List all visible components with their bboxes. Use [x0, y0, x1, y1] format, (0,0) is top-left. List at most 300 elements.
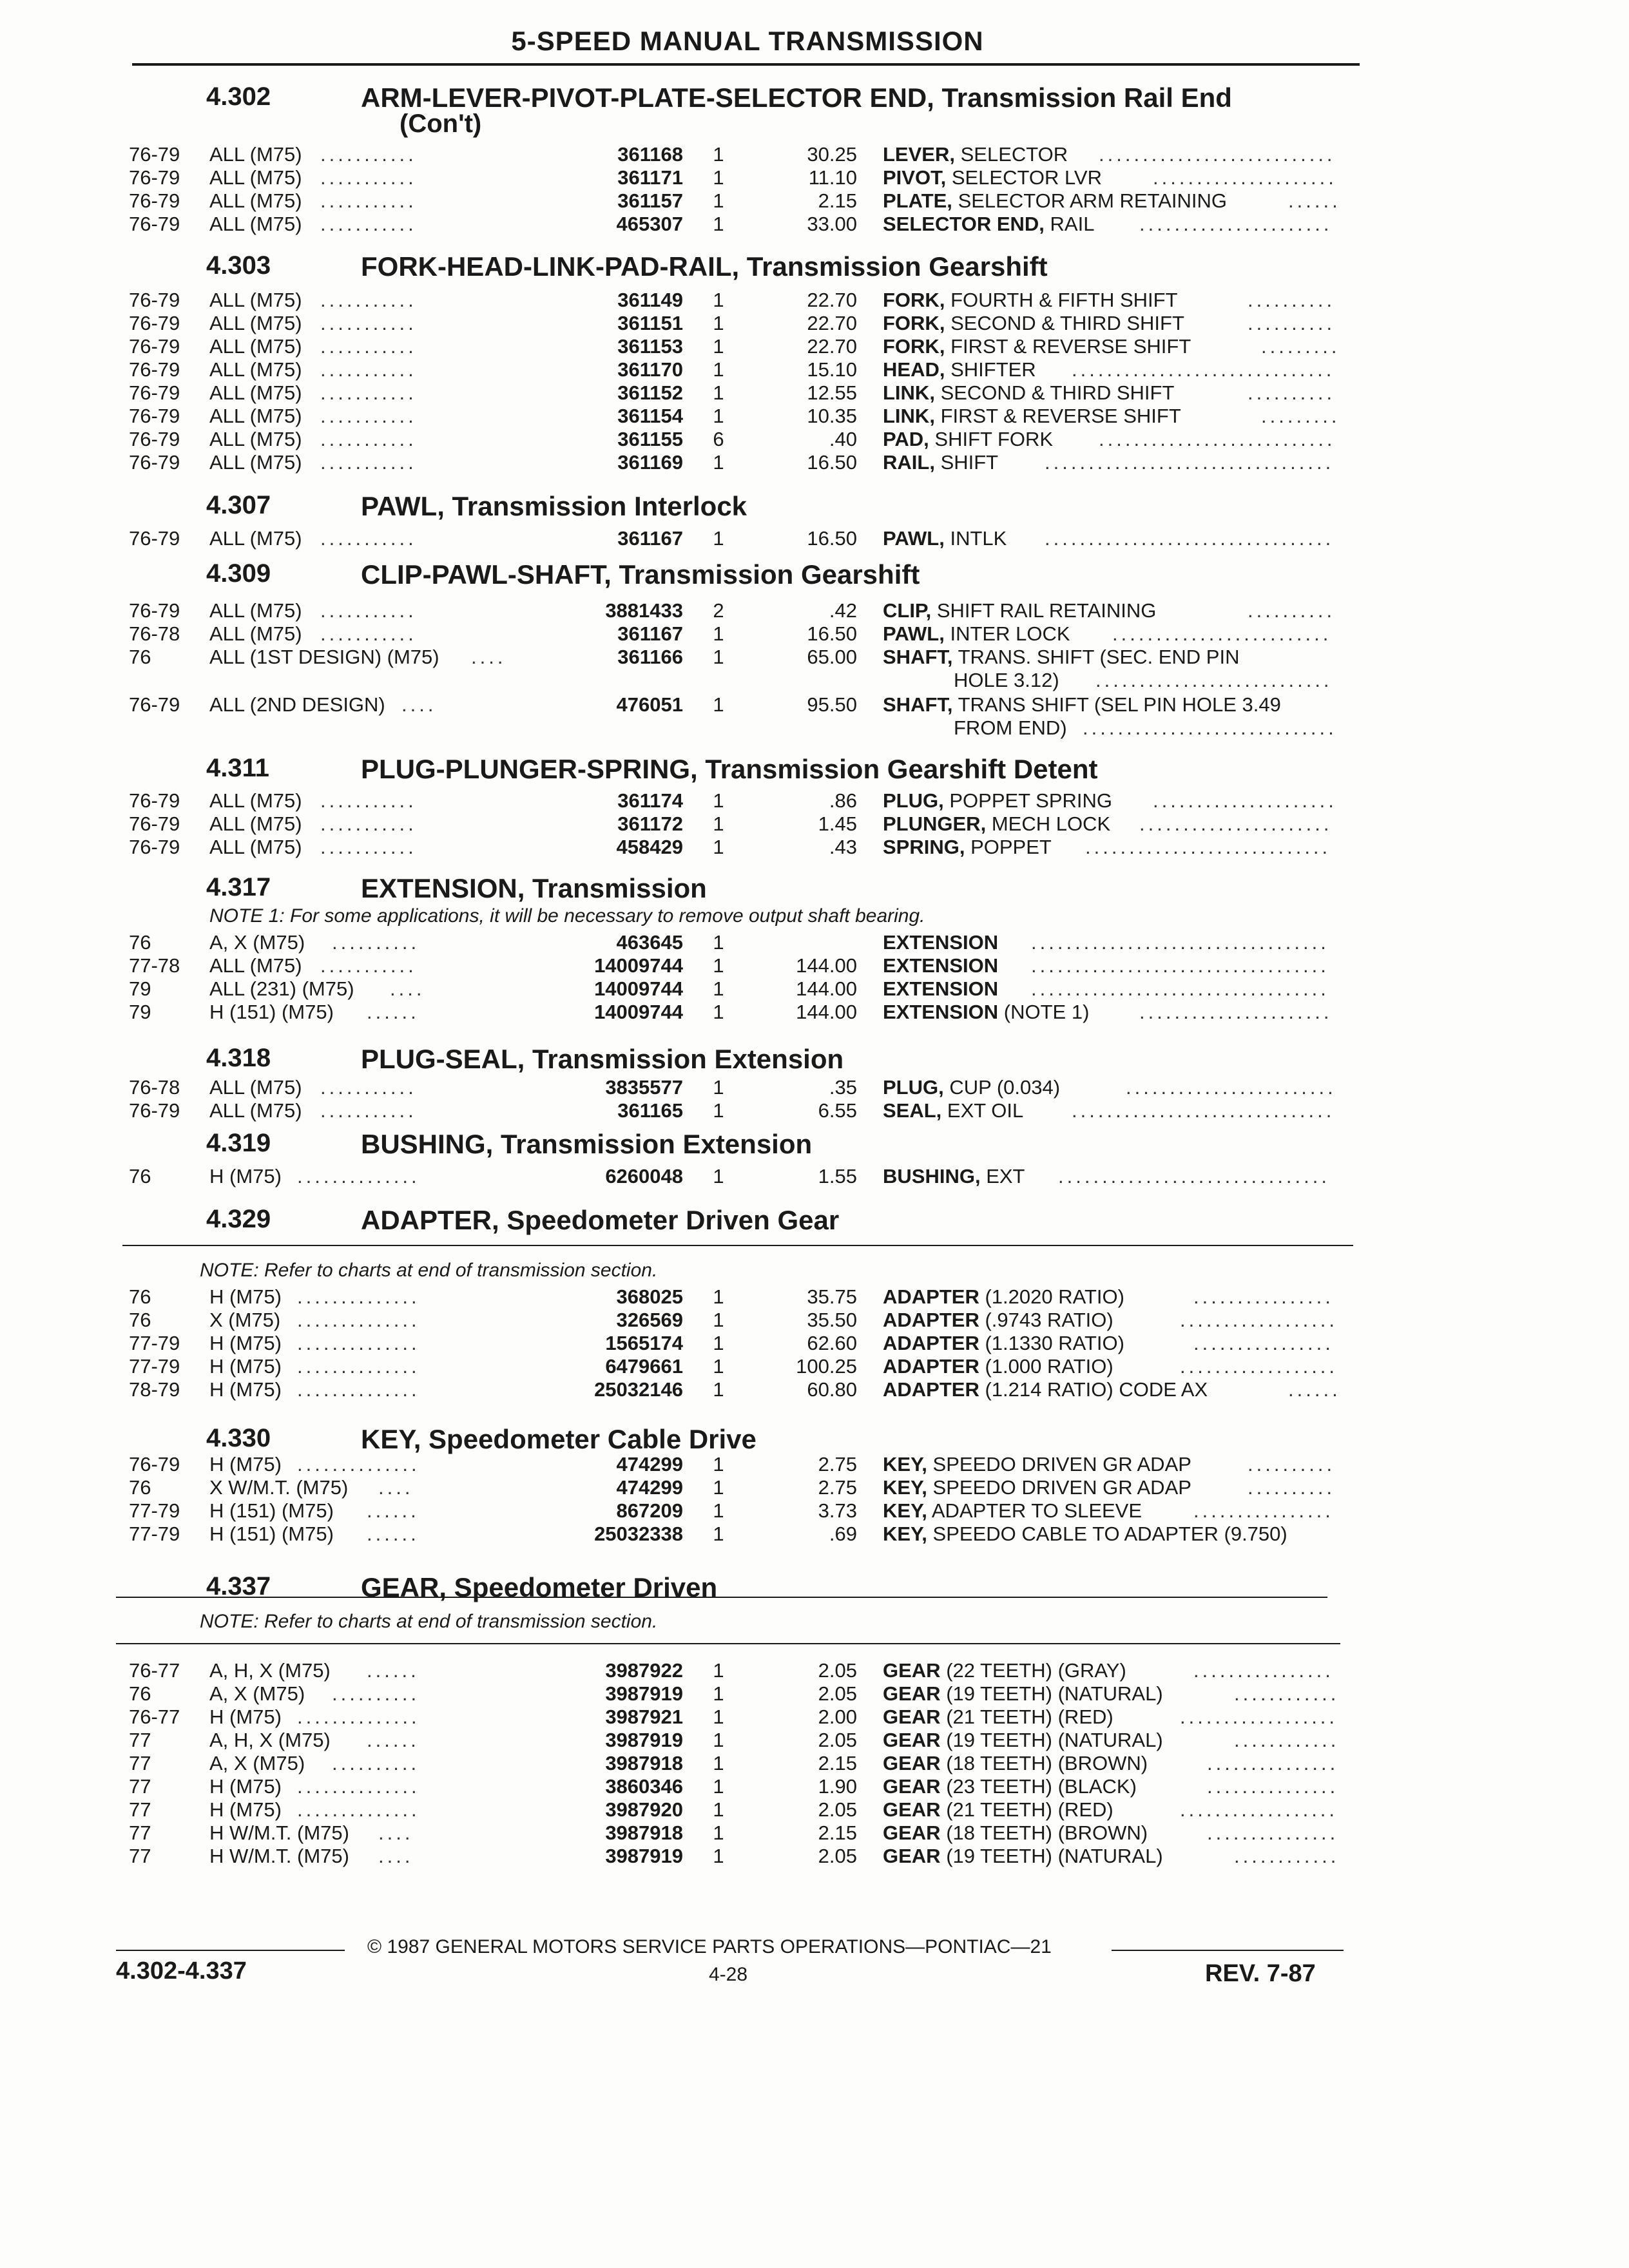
- row-price: 6.55: [818, 1099, 857, 1122]
- table-row: [0, 1821, 1418, 1845]
- row-description-detail: (19 TEETH) (NATURAL): [946, 1729, 1163, 1751]
- row-description-detail: EXT: [986, 1165, 1025, 1187]
- leader-dots: ...........: [320, 166, 417, 189]
- row-part-number: 463645: [616, 931, 683, 954]
- row-description: [883, 1285, 1124, 1309]
- leader-dots: ..................: [1180, 1706, 1338, 1728]
- leader-dots: ...............................: [1058, 1165, 1330, 1187]
- leader-dots: ....: [401, 693, 437, 716]
- table-row: [0, 977, 1418, 1001]
- row-part-number: 1565174: [605, 1332, 683, 1354]
- table-row: [0, 1706, 1418, 1729]
- row-price: 16.50: [807, 451, 857, 474]
- row-description: [883, 789, 1112, 812]
- table-row: [0, 1076, 1418, 1099]
- row-years: 76-79: [129, 789, 180, 812]
- table-row: [0, 428, 1418, 451]
- row-model: A, H, X (M75): [209, 1729, 331, 1751]
- section-note: NOTE: Refer to charts at end of transmission section.: [200, 1611, 658, 1632]
- row-description-noun: EXTENSION: [883, 977, 999, 1000]
- row-quantity: 1: [713, 836, 724, 858]
- row-years: 76-79: [129, 599, 180, 622]
- row-description-detail: FIRST & REVERSE SHIFT: [950, 335, 1191, 358]
- row-quantity: 1: [713, 622, 724, 645]
- table-row: [0, 931, 1418, 954]
- row-price: 12.55: [807, 381, 857, 404]
- row-description-detail: INTLK: [950, 527, 1007, 550]
- row-quantity: 2: [713, 599, 724, 622]
- row-years: 76-79: [129, 428, 180, 450]
- row-description-noun: EXTENSION: [883, 931, 999, 954]
- row-years: 76-79: [129, 143, 180, 166]
- row-description-detail: (21 TEETH) (RED): [946, 1706, 1113, 1728]
- leader-dots: ................: [1193, 1659, 1334, 1682]
- leader-dots: ...............: [1207, 1821, 1339, 1844]
- section-title: KEY, Speedometer Cable Drive: [361, 1424, 757, 1454]
- row-years: 76-78: [129, 1076, 180, 1099]
- row-model: H (M75): [209, 1355, 282, 1378]
- row-price: 33.00: [807, 213, 857, 235]
- row-description: [883, 1523, 1287, 1546]
- row-price: 22.70: [807, 289, 857, 311]
- row-description-detail: SPEEDO CABLE TO ADAPTER (9.750): [932, 1523, 1287, 1545]
- row-price: 2.75: [818, 1453, 857, 1475]
- leader-dots: ..............: [297, 1355, 420, 1378]
- row-model: H W/M.T. (M75): [209, 1845, 349, 1867]
- row-part-number: 361167: [617, 622, 683, 645]
- row-price: 95.50: [807, 693, 857, 716]
- section-number: 4.330: [206, 1424, 271, 1452]
- section-note: NOTE 1: For some applications, it will be necessary to remove output shaft bearing.: [209, 905, 925, 927]
- table-row: [0, 1682, 1418, 1706]
- row-model: ALL (M75): [209, 213, 302, 235]
- leader-dots: ............: [1234, 1729, 1340, 1751]
- table-row: [0, 358, 1418, 381]
- row-description: [883, 1752, 1148, 1775]
- row-part-number: 368025: [616, 1285, 683, 1308]
- row-description-noun: PAWL,: [883, 527, 945, 550]
- table-row: [0, 312, 1418, 335]
- row-quantity: 1: [713, 1821, 724, 1844]
- row-model: ALL (M75): [209, 358, 302, 381]
- row-description: [883, 693, 1281, 716]
- row-part-number: 361152: [617, 381, 683, 404]
- row-years: 76-79: [129, 335, 180, 358]
- row-part-number: 361154: [617, 405, 683, 427]
- row-description-detail: (23 TEETH) (BLACK): [946, 1775, 1137, 1798]
- row-price: .35: [829, 1076, 857, 1099]
- row-price: 30.25: [807, 143, 857, 166]
- section-header: [0, 82, 1418, 138]
- row-price: 144.00: [796, 1001, 857, 1023]
- row-years: 78-79: [129, 1378, 180, 1401]
- row-years: 76: [129, 1476, 151, 1499]
- leader-dots: ......................: [1139, 1001, 1333, 1023]
- row-quantity: 1: [713, 1378, 724, 1401]
- leader-dots: ...........: [320, 1076, 417, 1099]
- row-price: 2.15: [818, 189, 857, 212]
- row-price: 22.70: [807, 312, 857, 334]
- leader-dots: ......: [1288, 189, 1341, 212]
- row-description-noun: PAD,: [883, 428, 929, 450]
- row-model: ALL (2ND DESIGN): [209, 693, 385, 716]
- section-title: PLUG-PLUNGER-SPRING, Transmission Gearshift Detent: [361, 754, 1098, 784]
- row-years: 76-79: [129, 451, 180, 474]
- row-description-detail: FIRST & REVERSE SHIFT: [940, 405, 1181, 427]
- row-description: [883, 1659, 1126, 1682]
- row-quantity: 1: [713, 1453, 724, 1475]
- row-years: 76-79: [129, 405, 180, 427]
- row-description-detail: SHIFT RAIL RETAINING: [936, 599, 1157, 622]
- row-quantity: 1: [713, 1476, 724, 1499]
- row-description: [883, 954, 998, 977]
- row-description: [883, 1798, 1113, 1821]
- row-quantity: 1: [713, 527, 724, 550]
- row-years: 76-79: [129, 693, 180, 716]
- leader-dots: .................................: [1045, 527, 1335, 550]
- footer-copyright: © 1987 GENERAL MOTORS SERVICE PARTS OPERATIONS—PONTIAC—21: [367, 1936, 1052, 1957]
- section-subtitle: (Con't): [400, 110, 482, 138]
- leader-dots: ......: [367, 1659, 419, 1682]
- row-price: 2.05: [818, 1729, 857, 1751]
- row-description-noun: LINK,: [883, 381, 935, 404]
- row-quantity: 1: [713, 1309, 724, 1331]
- title-rule: [132, 63, 1360, 66]
- row-years: 79: [129, 1001, 151, 1023]
- row-description: [883, 451, 998, 474]
- row-quantity: 1: [713, 1332, 724, 1354]
- row-description-noun: RAIL,: [883, 451, 935, 474]
- row-years: 79: [129, 977, 151, 1000]
- leader-dots: ..........: [332, 931, 420, 954]
- row-model: ALL (M75): [209, 1076, 302, 1099]
- row-quantity: 1: [713, 143, 724, 166]
- leader-dots: ..............: [297, 1285, 420, 1308]
- row-part-number: 476051: [616, 693, 683, 716]
- row-model: H (M75): [209, 1775, 282, 1798]
- row-years: 76-79: [129, 836, 180, 858]
- row-description-noun: KEY,: [883, 1499, 927, 1522]
- leader-dots: ..............: [297, 1309, 420, 1331]
- table-row: [0, 1659, 1418, 1682]
- row-quantity: 1: [713, 405, 724, 427]
- leader-dots: ..............: [297, 1453, 420, 1475]
- table-row: [0, 1453, 1418, 1476]
- row-model: X W/M.T. (M75): [209, 1476, 349, 1499]
- row-model: H W/M.T. (M75): [209, 1821, 349, 1844]
- row-description-detail: (19 TEETH) (NATURAL): [946, 1845, 1163, 1867]
- table-row: [0, 527, 1418, 550]
- leader-dots: ....: [378, 1845, 414, 1867]
- row-quantity: 1: [713, 312, 724, 334]
- row-model: H (M75): [209, 1165, 282, 1187]
- row-quantity: 1: [713, 789, 724, 812]
- row-quantity: 6: [713, 428, 724, 450]
- row-part-number: 6479661: [605, 1355, 683, 1378]
- leader-dots: ....: [378, 1821, 414, 1844]
- row-part-number: 361153: [617, 335, 683, 358]
- leader-dots: ..................: [1180, 1798, 1338, 1821]
- row-description: [883, 335, 1191, 358]
- leader-dots: .....................: [1153, 789, 1337, 812]
- row-part-number: 361168: [617, 143, 683, 166]
- row-description-noun: PLUG,: [883, 789, 944, 812]
- row-description-noun: SHAFT,: [883, 693, 953, 716]
- leader-dots: .........: [1261, 405, 1340, 427]
- row-description-detail: TRANS SHIFT (SEL PIN HOLE 3.49: [958, 693, 1281, 716]
- leader-dots: ..................................: [1031, 954, 1329, 977]
- table-row: [0, 812, 1418, 836]
- row-model: ALL (M75): [209, 812, 302, 835]
- table-row: [0, 1001, 1418, 1024]
- section-title: PAWL, Transmission Interlock: [361, 491, 747, 521]
- row-description: [883, 405, 1181, 428]
- row-part-number: 3987919: [605, 1845, 683, 1867]
- table-row: [0, 335, 1418, 358]
- row-model: ALL (M75): [209, 428, 302, 450]
- row-quantity: 1: [713, 1845, 724, 1867]
- leader-dots: ...........: [320, 622, 417, 645]
- leader-dots: ...........: [320, 954, 417, 977]
- row-part-number: 474299: [616, 1453, 683, 1475]
- row-description-detail: (19 TEETH) (NATURAL): [946, 1682, 1163, 1705]
- row-part-number: 361165: [617, 1099, 683, 1122]
- leader-dots: ...........: [320, 527, 417, 550]
- leader-dots: ..........: [1248, 1453, 1336, 1475]
- row-model: ALL (M75): [209, 166, 302, 189]
- row-model: ALL (M75): [209, 622, 302, 645]
- row-model: ALL (M75): [209, 451, 302, 474]
- row-description: [883, 1355, 1113, 1378]
- row-years: 77: [129, 1798, 151, 1821]
- table-row: [0, 1378, 1418, 1401]
- row-description: [883, 1729, 1163, 1752]
- row-quantity: 1: [713, 1355, 724, 1378]
- leader-dots: ......: [1288, 1378, 1341, 1401]
- row-part-number: 361169: [617, 451, 683, 474]
- row-quantity: 1: [713, 381, 724, 404]
- row-description-detail: (.9743 RATIO): [985, 1309, 1113, 1331]
- row-description: [883, 1499, 1142, 1523]
- row-years: 77-79: [129, 1332, 180, 1354]
- row-years: 76: [129, 1165, 151, 1187]
- row-description-noun: GEAR: [883, 1821, 941, 1844]
- row-price: 35.50: [807, 1309, 857, 1331]
- row-part-number: 465307: [616, 213, 683, 235]
- row-description: [883, 1332, 1124, 1355]
- row-quantity: 1: [713, 289, 724, 311]
- row-part-number: 3987919: [605, 1682, 683, 1705]
- row-part-number: 3835577: [605, 1076, 683, 1099]
- leader-dots: ..............: [297, 1706, 420, 1728]
- section-title: PLUG-SEAL, Transmission Extension: [361, 1044, 844, 1074]
- row-quantity: 1: [713, 166, 724, 189]
- leader-dots: ...........: [320, 428, 417, 450]
- row-description-detail: (NOTE 1): [1003, 1001, 1090, 1023]
- row-years: 76: [129, 1285, 151, 1308]
- row-quantity: 1: [713, 1165, 724, 1187]
- row-description-detail: FOURTH & FIFTH SHIFT: [950, 289, 1178, 311]
- row-years: 76-79: [129, 358, 180, 381]
- row-description: [883, 289, 1178, 312]
- row-quantity: 1: [713, 693, 724, 716]
- row-part-number: 14009744: [594, 954, 683, 977]
- row-description-noun: GEAR: [883, 1659, 941, 1682]
- row-price: 1.55: [818, 1165, 857, 1187]
- row-years: 77: [129, 1821, 151, 1844]
- footer-range: 4.302-4.337: [116, 1957, 247, 1984]
- row-description-noun: SPRING,: [883, 836, 965, 858]
- row-description-noun: GEAR: [883, 1706, 941, 1728]
- row-quantity: 1: [713, 1099, 724, 1122]
- row-description-noun: LINK,: [883, 405, 935, 427]
- section-header: [0, 1205, 1418, 1256]
- row-part-number: 14009744: [594, 977, 683, 1000]
- row-quantity: 1: [713, 1659, 724, 1682]
- row-description-noun: GEAR: [883, 1729, 941, 1751]
- row-quantity: 1: [713, 1706, 724, 1728]
- leader-dots: ..............: [297, 1332, 420, 1354]
- row-model: ALL (M75): [209, 789, 302, 812]
- leader-dots: ......: [367, 1001, 419, 1023]
- row-part-number: 14009744: [594, 1001, 683, 1023]
- row-price: 62.60: [807, 1332, 857, 1354]
- section-number: 4.307: [206, 491, 271, 519]
- row-model: H (M75): [209, 1453, 282, 1475]
- row-part-number: 361155: [617, 428, 683, 450]
- row-description-noun: BUSHING,: [883, 1165, 981, 1187]
- row-quantity: 1: [713, 451, 724, 474]
- row-price: .43: [829, 836, 857, 858]
- leader-dots: ................: [1193, 1332, 1334, 1354]
- leader-dots: ....: [390, 977, 425, 1000]
- row-part-number: 3987921: [605, 1706, 683, 1728]
- row-years: 77-79: [129, 1523, 180, 1545]
- row-description-detail: (1.2020 RATIO): [985, 1285, 1124, 1308]
- table-row: [0, 1099, 1418, 1122]
- row-model: H (151) (M75): [209, 1523, 334, 1545]
- row-part-number: 361149: [617, 289, 683, 311]
- leader-dots: ................: [1193, 1285, 1334, 1308]
- table-row: [0, 1523, 1418, 1546]
- row-price: 11.10: [808, 166, 857, 189]
- row-description: [883, 836, 1052, 859]
- row-description-noun: ADAPTER: [883, 1309, 979, 1331]
- row-description: [883, 1476, 1191, 1499]
- table-row: [0, 954, 1418, 977]
- row-quantity: 1: [713, 1499, 724, 1522]
- leader-dots: ..................: [1180, 1355, 1338, 1378]
- row-description-noun: KEY,: [883, 1523, 927, 1545]
- leader-dots: .....................: [1153, 166, 1337, 189]
- row-years: 76-79: [129, 527, 180, 550]
- row-years: 76-79: [129, 1099, 180, 1122]
- row-quantity: 1: [713, 1729, 724, 1751]
- row-description-noun: KEY,: [883, 1453, 927, 1475]
- row-years: 77: [129, 1729, 151, 1751]
- section-number: 4.318: [206, 1044, 271, 1072]
- leader-dots: ..............................: [1072, 1099, 1335, 1122]
- row-description: [883, 1453, 1191, 1476]
- row-description-noun: EXTENSION: [883, 954, 999, 977]
- row-price: 35.75: [807, 1285, 857, 1308]
- leader-dots: ...........: [320, 405, 417, 427]
- row-model: ALL (1ST DESIGN) (M75): [209, 646, 439, 668]
- row-description-noun: PIVOT,: [883, 166, 947, 189]
- row-description-noun: ADAPTER: [883, 1332, 979, 1354]
- row-price: 60.80: [807, 1378, 857, 1401]
- row-description: [883, 599, 1156, 622]
- leader-dots: .................................: [1045, 451, 1335, 474]
- row-description-detail: (18 TEETH) (BROWN): [946, 1821, 1148, 1844]
- row-years: 77: [129, 1845, 151, 1867]
- leader-dots: .........: [1261, 335, 1340, 358]
- table-row: [0, 1845, 1418, 1868]
- leader-dots: ............: [1234, 1845, 1340, 1867]
- row-years: 76: [129, 646, 151, 668]
- row-quantity: 1: [713, 213, 724, 235]
- row-years: 76-79: [129, 381, 180, 404]
- leader-dots: ...........: [320, 358, 417, 381]
- section-number: 4.337: [206, 1572, 271, 1600]
- row-price: 16.50: [807, 527, 857, 550]
- row-description: [883, 1165, 1025, 1188]
- row-description-noun: FORK,: [883, 289, 945, 311]
- row-quantity: 1: [713, 1076, 724, 1099]
- row-model: ALL (M75): [209, 312, 302, 334]
- row-model: ALL (M75): [209, 836, 302, 858]
- table-row: [0, 381, 1418, 405]
- row-price: 2.05: [818, 1798, 857, 1821]
- row-model: H (M75): [209, 1332, 282, 1354]
- row-years: 76-78: [129, 622, 180, 645]
- row-part-number: 3881433: [605, 599, 683, 622]
- leader-dots: ..........: [1248, 381, 1336, 404]
- leader-dots: ...........: [320, 599, 417, 622]
- row-model: ALL (M75): [209, 405, 302, 427]
- row-description: [883, 977, 998, 1001]
- row-description-detail: SHIFT: [940, 451, 999, 474]
- row-description-noun: SEAL,: [883, 1099, 942, 1122]
- table-row: [0, 451, 1418, 474]
- section-number: 4.311: [206, 754, 269, 782]
- row-years: 77: [129, 1775, 151, 1798]
- row-description-detail: MECH LOCK: [991, 812, 1111, 835]
- row-description-detail: SPEEDO DRIVEN GR ADAP: [932, 1453, 1191, 1475]
- row-part-number: 361157: [617, 189, 683, 212]
- row-description-detail: SHIFTER: [950, 358, 1036, 381]
- row-description-detail: POPPET SPRING: [949, 789, 1113, 812]
- table-row: [0, 1499, 1418, 1523]
- leader-dots: ..........: [332, 1752, 420, 1774]
- row-model: ALL (M75): [209, 527, 302, 550]
- row-part-number: 867209: [616, 1499, 683, 1522]
- row-years: 76-79: [129, 812, 180, 835]
- row-price: 2.05: [818, 1659, 857, 1682]
- row-model: A, X (M75): [209, 1682, 305, 1705]
- row-quantity: 1: [713, 1523, 724, 1545]
- row-model: ALL (231) (M75): [209, 977, 354, 1000]
- leader-dots: ..................................: [1031, 977, 1329, 1000]
- row-model: H (151) (M75): [209, 1499, 334, 1522]
- section-number: 4.319: [206, 1129, 271, 1157]
- leader-dots: ...........: [320, 1099, 417, 1122]
- leader-dots: ......................: [1139, 812, 1333, 835]
- row-quantity: 1: [713, 1775, 724, 1798]
- table-row: [0, 405, 1418, 428]
- leader-dots: ...........: [320, 836, 417, 858]
- section-divider: [116, 1643, 1340, 1644]
